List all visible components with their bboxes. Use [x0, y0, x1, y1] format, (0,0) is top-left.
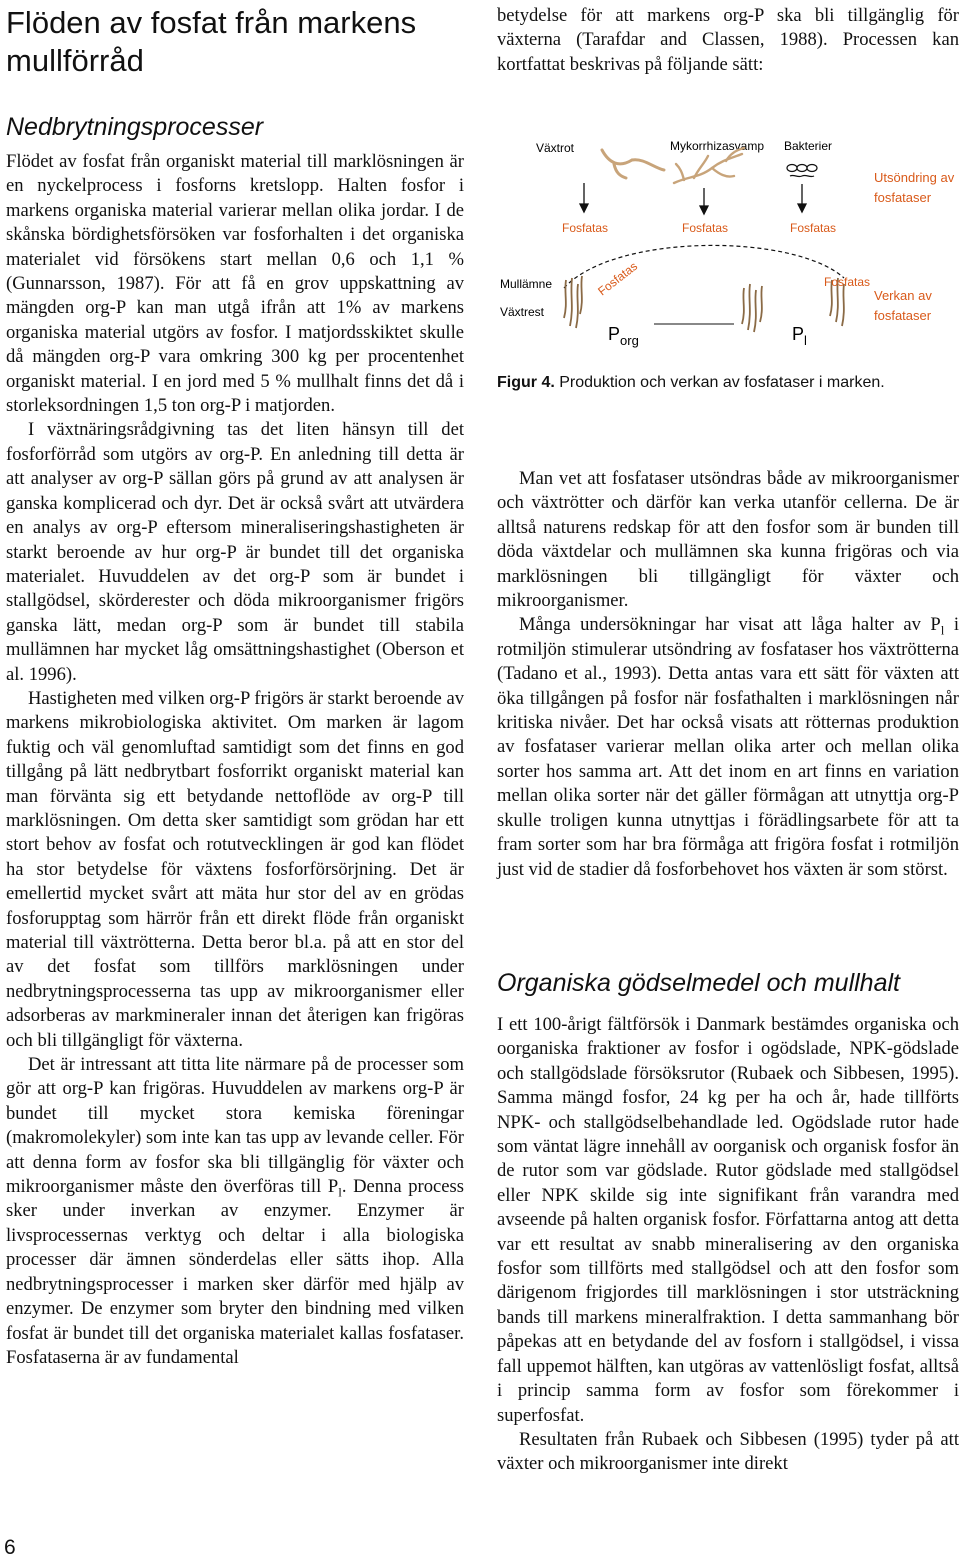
- label-bakterier: Bakterier: [784, 139, 833, 153]
- right-column-top: [497, 4, 959, 77]
- subscript: l: [940, 623, 945, 639]
- paragraph: [497, 613, 959, 881]
- paragraph: I växtnäringsrådgivning tas det liten hänsyn till det fosforförråd som utgörs av org-P. En anledning till detta är att analyser av org-P sällan görs på grund av att analysen är ganska komplicerad och dyr. Det är också svårt att utvärdera en analys av org-P eftersom mineraliseringshastigheten är starkt beroende av hur org-P är bundet till det organiska materialet. Huvuddelen av det org-P som är bundet i stallgödsel, skörderester och döda mikroorganismer frigörs ganska lätt, medan org-P som är bundet till stabila mullämnen har mycket låg omsättningshastighet (Oberson et al. 1996).: [6, 419, 464, 685]
- label-utsondring: Utsöndring av: [874, 170, 955, 185]
- residue-icon: [564, 276, 582, 328]
- label-fosfatas: Fosfatas: [824, 275, 871, 289]
- paragraph: Resultaten från Rubaek och Sibbesen (1995) tyder på att växter och mikroorganismer inte direkt: [497, 1428, 959, 1475]
- label-mullamne: Mullämne: [500, 277, 553, 291]
- label-p-org: $P_{org}$: [608, 324, 639, 348]
- paragraph: Man vet att fosfataser utsöndras både av mikroorganismer och växtrötter och därför kan verka utanför cellerna. De är alltså naturens redskap för att den fosfor som är bunden till döda växtdelar och mullämnen ska kunna frigöras och via marklösningen bli tillgängligt för växter och mikroorganismer.: [497, 468, 959, 612]
- figure-caption: [497, 374, 885, 392]
- left-column: [6, 150, 464, 1370]
- figure-4: [494, 128, 960, 368]
- label-mykorrhiza: Mykorrhizasvamp: [670, 139, 765, 153]
- subscript: l: [338, 1184, 342, 1200]
- section-heading-nedbrytning: Nedbrytningsprocesser: [6, 113, 264, 141]
- mycorrhiza-icon: [674, 148, 744, 183]
- page-title: Flöden av fosfat från markens mullförråd: [6, 5, 417, 78]
- paragraph: betydelse för att markens org-P ska bli tillgänglig för växterna (Tarafdar and Classen, 1988). Processen kan kortfattat beskrivas på följande sätt:: [497, 5, 959, 75]
- label-vaxtrot: Växtrot: [536, 141, 575, 155]
- root-icon: [602, 150, 664, 178]
- label-utsondring: fosfataser: [874, 190, 932, 205]
- bacteria-icon: [787, 165, 817, 177]
- label-p-l: $P_l$: [792, 324, 807, 348]
- paragraph: [6, 1053, 464, 1370]
- arrow-head: [700, 206, 708, 214]
- residue-icon: [742, 284, 762, 332]
- paragraph-text: Det är intressant att titta lite närmare på de processer som gör att org-P kan frigöras. Huvuddelen av markens org-P är bundet till mycket stora kemiska föreningar (makromolekyler) som inte kan tas upp av levande celler. För att denna form av fosfor ska bli tillgänglig för växter och mikroorganismer måste den överföras till P: [6, 1054, 464, 1198]
- arrow-head: [580, 204, 588, 212]
- paragraph-text: Många undersökningar har visat att låga halter av P: [519, 614, 941, 636]
- paragraph: Flödet av fosfat från organiskt material till marklösningen är en nyckelprocess i fosforns kretslopp. Halten fosfor i markens organiska material varierar mellan olika jordar. I de skånska bördighetsförsöken var fosforhalten i det organiska materialet vid försökens start mellan 0,6 och 1,1 % (Gunnarsson, 1987). För att få en grov uppskattning av mängden org-P kan man utgå ifrån att 1% av markens organiska material utgörs av fosfor. I matjordsskiktet skulle då mängden org-P vara omkring 300 kg per procentenhet organiskt material. I en jord med 5 % mullhalt finns det då i storleksordningen 1,5 ton org-P i matjorden.: [6, 151, 464, 417]
- page-number: 6: [4, 1536, 16, 1559]
- right-column-main: [497, 467, 959, 882]
- label-fosfatas: Fosfatas: [790, 221, 837, 235]
- label-verkan: Verkan av: [874, 288, 932, 303]
- label-fosfatas: Fosfatas: [682, 221, 729, 235]
- label-verkan: fosfataser: [874, 308, 932, 323]
- paragraph-text: . Denna process sker under inverkan av enzymer. Enzymer är livsprocessernas verktyg och deltar i alla biologiska processer där ämnen sönderdelas eller sätts ihop. Alla nedbrytningsprocesser i marken sker därför med hjälp av enzymer. De enzymer som bryter den bindning med vilken fosfat är bundet till det organiska materialet kallas fosfataser. Fosfataserna är av fundamental: [6, 1176, 464, 1368]
- right-column-bottom: [497, 1013, 959, 1477]
- section-heading-organiska: Organiska gödselmedel och mullhalt: [497, 969, 900, 997]
- caption-label: Figur 4.: [497, 374, 555, 391]
- paragraph-text: i rotmiljön stimulerar utsöndring av fosfataser hos växtrötterna (Tadano et al., 1993). Detta antas vara ett sätt för växten att öka tillgången på fosfor när fosfathalten i marklösningen når kritiska nivåer. Det har också visats att rötternas produktion av fosfataser varierar mellan olika arter och mellan olika sorter hos samma art. Att det inom en art finns en variation mellan olika sorter när det gäller förmågan att utnyttja org-P skulle troligen kunna utnyttjas i förädlingsarbete för att ta fram sorter som har bra förmåga att frigöra fosfat i rotmiljön just vid de stadier då fosforbehovet hos växten är som störst.: [497, 614, 959, 880]
- paragraph: Hastigheten med vilken org-P frigörs är starkt beroende av markens mikrobiologiska aktivitet. Om marken är lagom fuktig och väl genomluftad samtidigt som det finns en god tillgång på lätt nedbrytbart fosforrikt organiskt material kan man förvänta sig ett betydande nettoflöde av org-P till marklösningen. Om detta sker samtidigt som grödan har ett stort behov av fosfat och rotutvecklingen är god kan flödet ha stor betydelse för växtens fosforförsörjning. Det är emellertid mycket svårt att mäta hur stor del av en grödas fosforupptag som härrör från ett direkt flöde från organiskt material till växtrötterna. Detta beror bl.a. på att en stor del av det fosfat som tillförs marklösningen under nedbrytningsprocesserna tas upp av mikroorganismer eller adsorberas av markmineraler innan det återigen kan frigöras och bli tillgängligt för växterna.: [6, 687, 464, 1051]
- label-fosfatas: Fosfatas: [562, 221, 609, 235]
- label-vaxtrest: Växtrest: [500, 305, 545, 319]
- caption-text: Produktion och verkan av fosfataser i marken.: [554, 374, 885, 391]
- paragraph: I ett 100-årigt fältförsök i Danmark bestämdes organiska och oorganiska fraktioner av fosfor i ogödslade, NPK-gödslade och stallgödslade försöksrutor (Rubaek och Sibbesen, 1995). Samma mängd fosfor, 24 kg per ha och år, hade tillförts NPK- och stallgödselbehandlade led. Ogödslade rutor hade som väntat lägre innehåll av oorganisk och organisk fosfor än de rutor som var gödslade. Rutor gödslade med stallgödsel eller NPK skilde sig inte signifikant från varandra med avseende på halten organisk fosfor. Författarna antog att detta var ett resultat av snabb mineralisering av den organiska fosfor som tillförts med stallgödsel och att den fosfor som därigenom frigjordes till marklösningen i stor utsträckning bands till markens mineralfraktion. I detta sammanhang bör påpekas att en betydande del av fosforn i stallgödsel, i vissa fall uppemot hälften, kan utgöras av vattenlösligt fosfat, alltså i princip samma form av fosfor som förekommer i superfosfat.: [497, 1014, 959, 1426]
- label-fosfatas-diagonal: Fosfatas: [595, 258, 641, 299]
- arrow-head: [798, 204, 806, 212]
